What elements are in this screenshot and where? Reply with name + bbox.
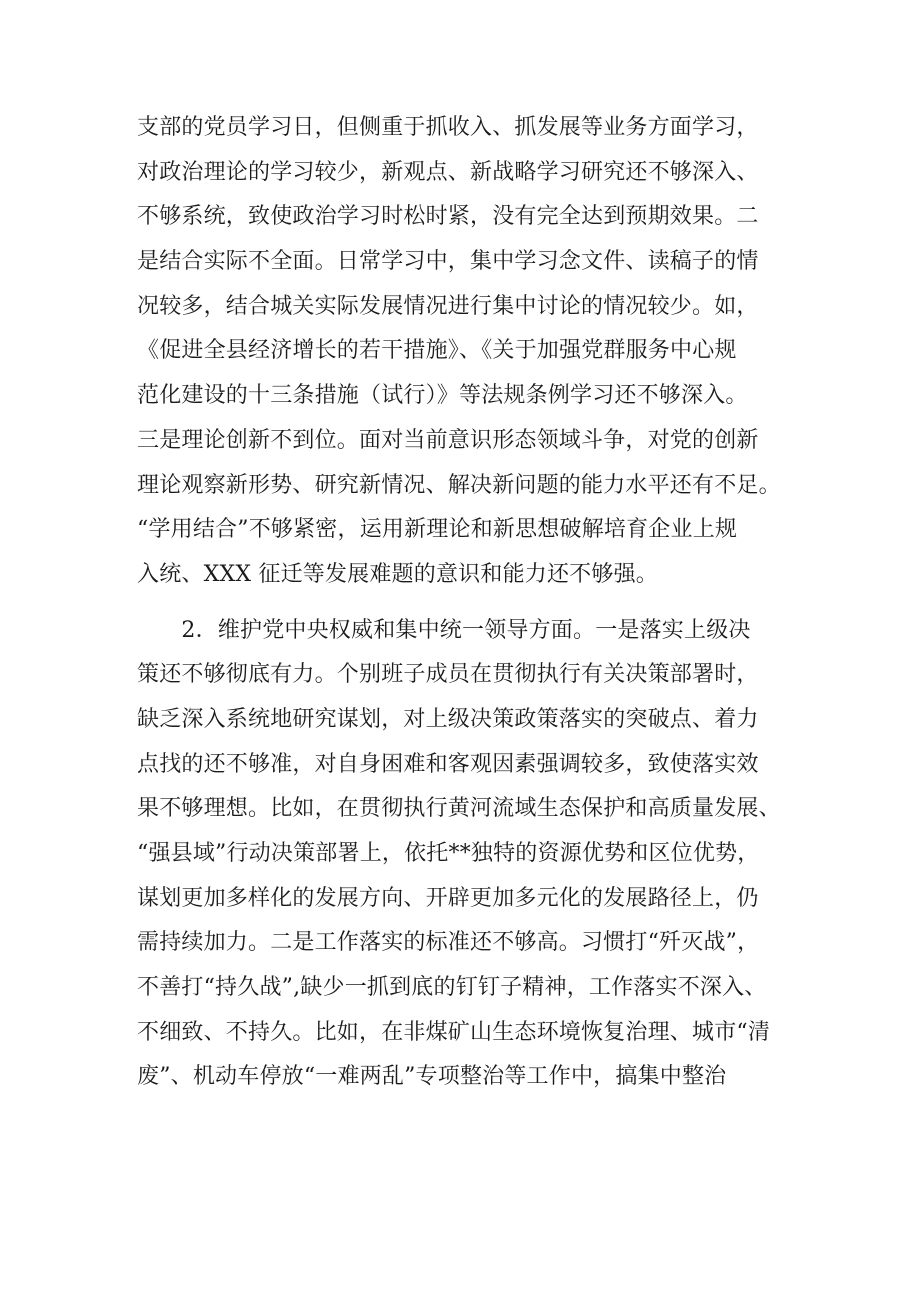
text-line: 点找的还不够准，对自身困难和客观因素强调较多，致使落实效 <box>137 751 759 777</box>
text-line: 策还不够彻底有力。个别班子成员在贯彻执行有关决策部署时， <box>137 662 759 688</box>
text-line: 《促进全县经济增长的若干措施》、《关于加强党群服务中心规 <box>137 338 737 364</box>
text-line: 废”、机动车停放“一难两乱”专项整治等工作中，搞集中整治 <box>137 1064 727 1090</box>
text-line: “强县域”行动决策部署上，依托**独特的资源优势和区位优势， <box>137 841 760 866</box>
paragraph-2 <box>137 609 797 1101</box>
text-line: 不细致、不持久。比如，在非煤矿山生态环境恢复治理、城市“清 <box>137 1019 771 1045</box>
text-line: 是结合实际不全面。日常学习中，集中学习念文件、读稿子的情 <box>137 249 759 275</box>
text-line: 入统、XXX 征迁等发展难题的意识和能力还不够强。 <box>137 561 658 587</box>
text-line: 况较多，结合城关实际发展情况进行集中讨论的情况较少。如， <box>137 293 759 319</box>
text-line: 不善打“持久战”,缺少一抓到底的钉钉子精神，工作落实不深入、 <box>137 975 767 1001</box>
paragraph-spacer <box>137 598 797 609</box>
paragraph-1 <box>137 106 797 598</box>
text-line: 缺乏深入系统地研究谋划，对上级决策政策落实的突破点、着力 <box>137 706 759 732</box>
text-line: 理论观察新形势、研究新情况、解决新问题的能力水平还有不足。 <box>137 472 781 498</box>
text-line: 三是理论创新不到位。面对当前意识形态领域斗争，对党的创新 <box>137 427 759 453</box>
text-line: 需持续加力。二是工作落实的标准还不够高。习惯打“歼灭战”， <box>137 930 760 956</box>
text-line: 范化建设的十三条措施（试行）》等法规条例学习还不够深入。 <box>137 383 748 409</box>
document-body <box>137 106 797 1100</box>
text-line: 不够系统，致使政治学习时松时紧，没有完全达到预期效果。二 <box>137 204 759 230</box>
text-line: 2．维护党中央权威和集中统一领导方面。一是落实上级决 <box>137 617 751 643</box>
text-line: 支部的党员学习日，但侧重于抓收入、抓发展等业务方面学习， <box>137 115 759 140</box>
text-line: “学用结合”不够紧密，运用新理论和新思想破解培育企业上规 <box>137 517 738 543</box>
text-line: 果不够理想。比如，在贯彻执行黄河流域生态保护和高质量发展、 <box>137 796 781 822</box>
text-line: 谋划更加多样化的发展方向、开辟更加多元化的发展路径上，仍 <box>137 885 759 911</box>
text-line: 对政治理论的学习较少，新观点、新战略学习研究还不够深入、 <box>137 159 759 185</box>
